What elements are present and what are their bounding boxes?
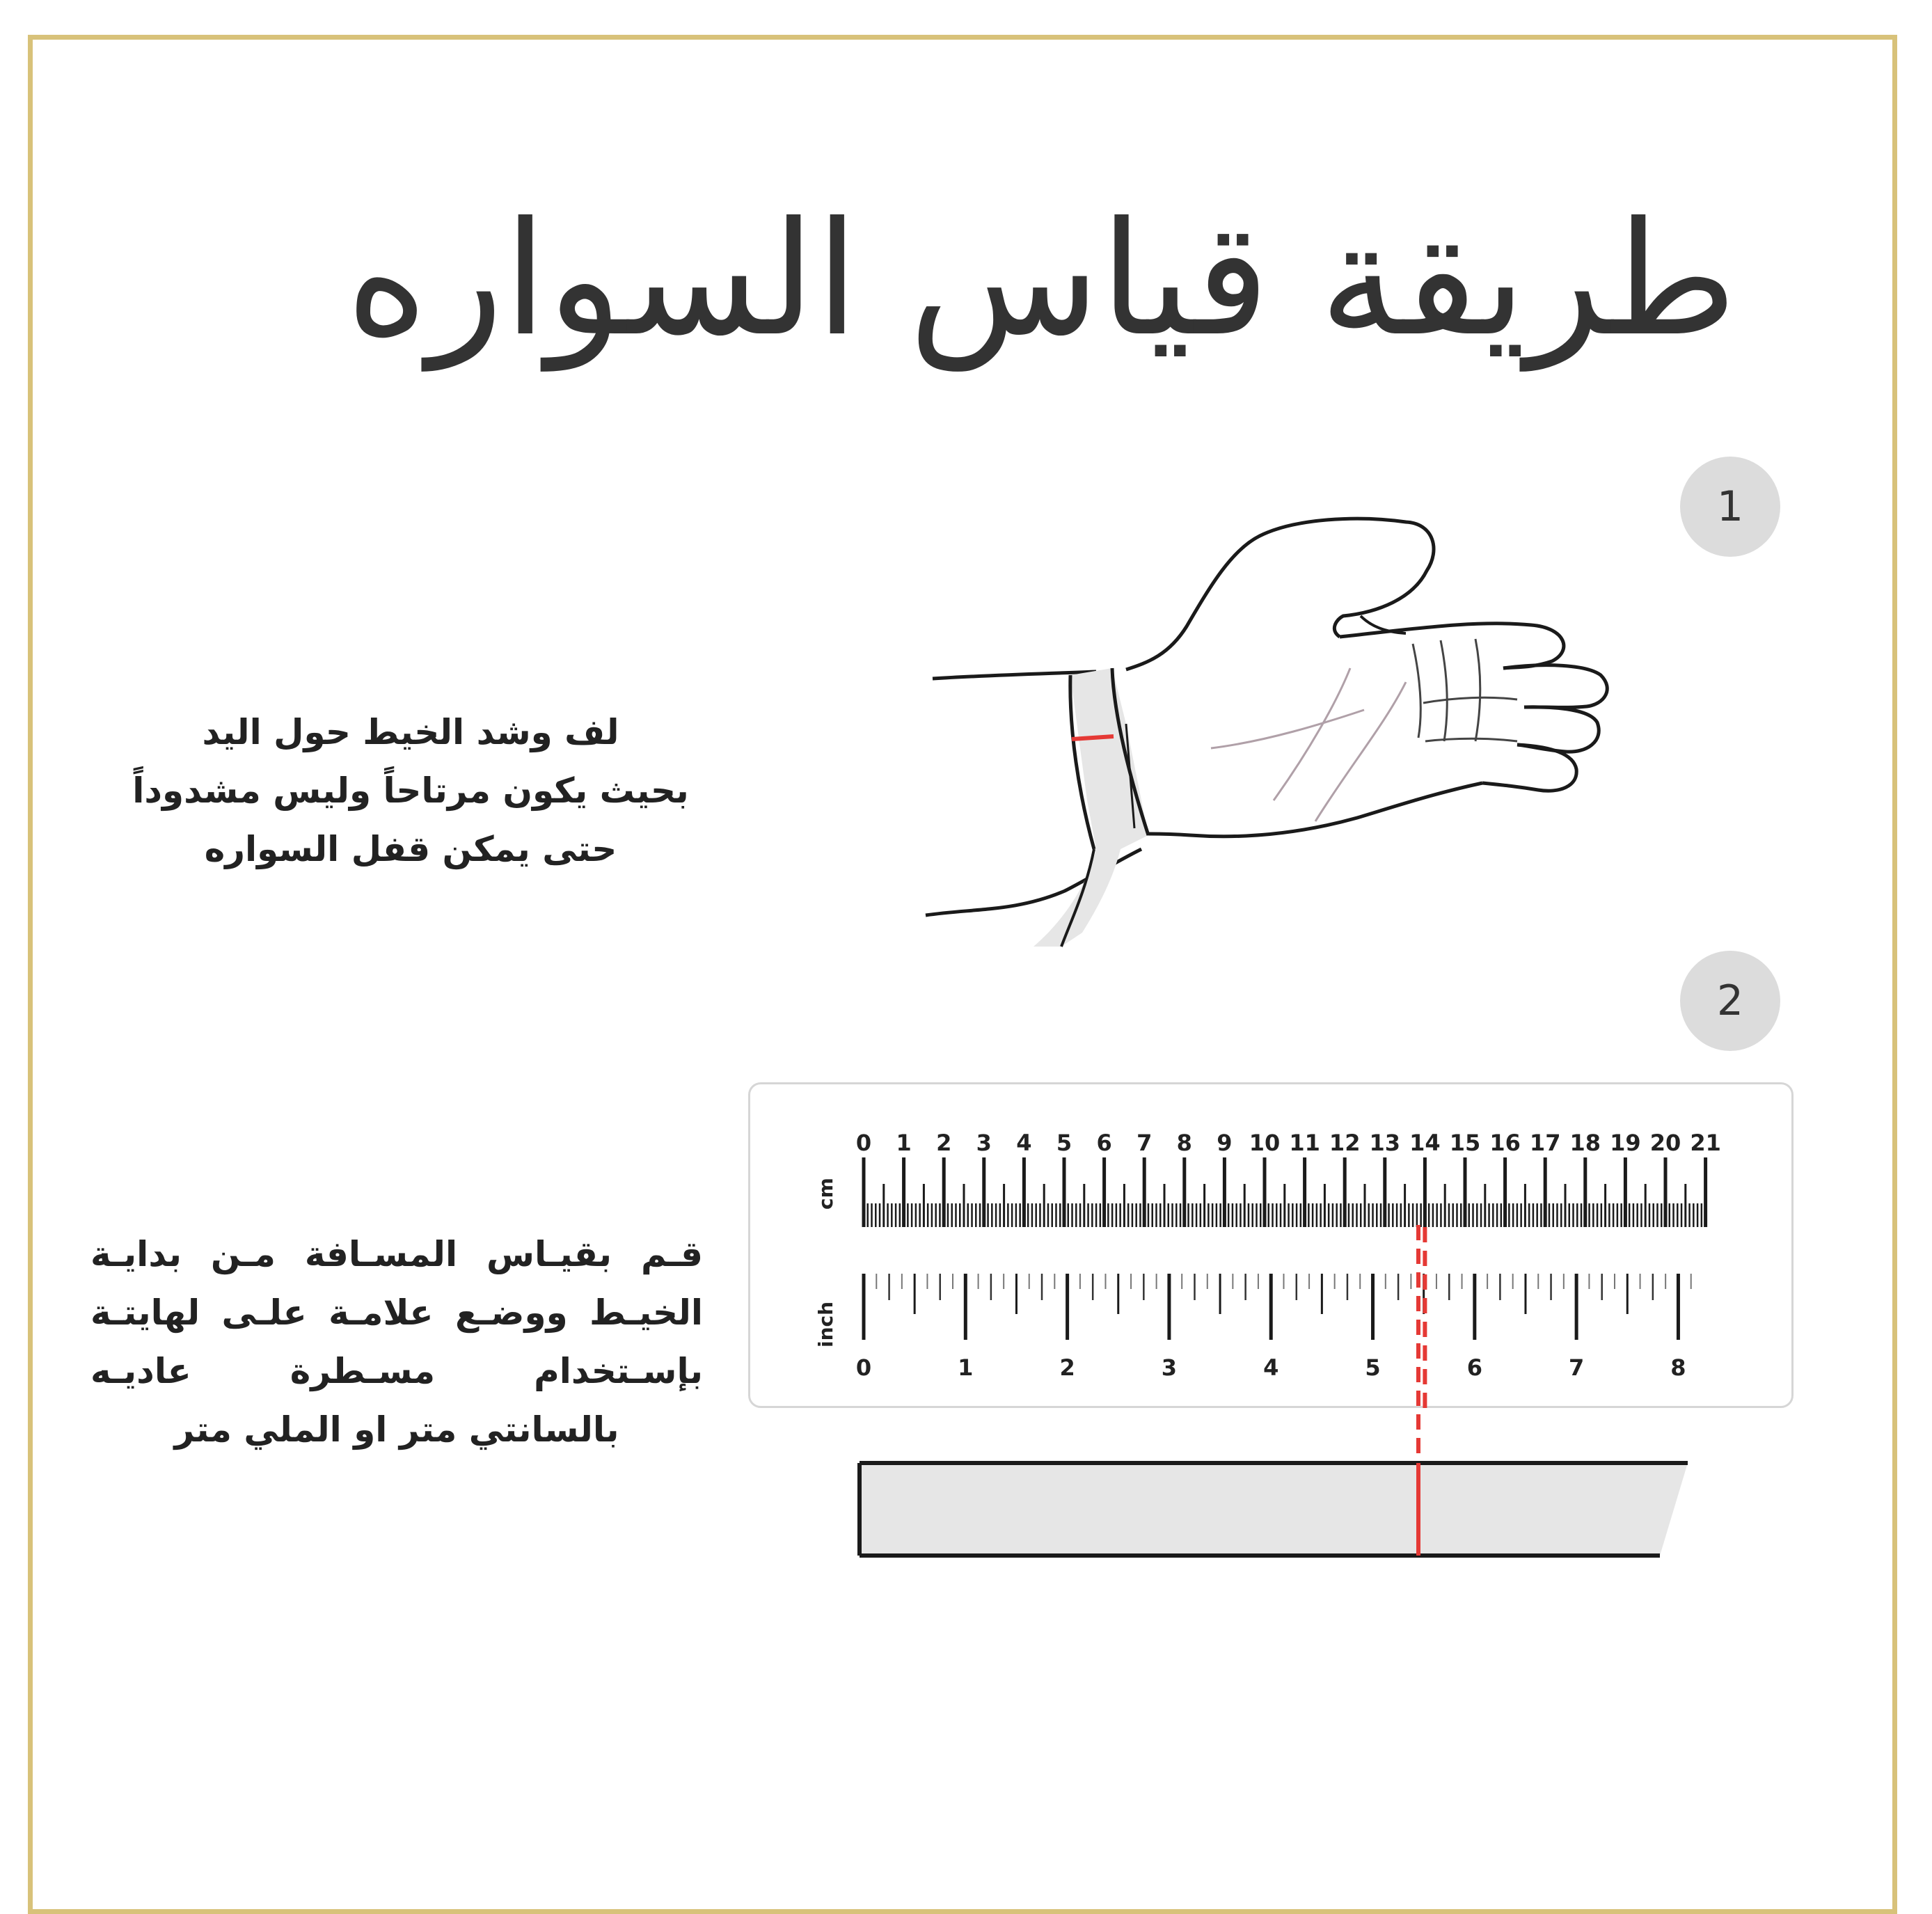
inch-tick-label: 2 [1059,1354,1075,1381]
cm-unit-label: cm [814,1178,837,1210]
inch-tick-label: 3 [1161,1354,1178,1381]
step-1-line: حتى يمكن قفل السواره [204,829,617,869]
cm-tick-label: 2 [936,1130,952,1156]
inch-tick-label: 7 [1568,1354,1585,1381]
hand-with-thread-icon [905,501,1684,988]
inch-tick-label: 5 [1365,1354,1381,1381]
cm-tick-label: 7 [1137,1130,1153,1156]
step-1-line: بحيث يكون مرتاحاً وليس مشدوداً [132,770,689,811]
cm-tick-label: 19 [1610,1130,1641,1156]
inch-tick-label: 6 [1466,1354,1482,1381]
step-1-instructions [97,703,724,878]
inch-tick-label: 0 [855,1354,872,1381]
cm-tick-label: 14 [1409,1130,1441,1156]
cm-tick-label: 6 [1096,1130,1112,1156]
cm-tick-label: 5 [1056,1130,1072,1156]
cm-tick-label: 1 [896,1130,912,1156]
inch-tick-label: 1 [958,1354,974,1381]
step-2-line: الخيـط ووضـع علامـة علـى لهايتـة [90,1292,703,1333]
step-2-instructions [90,1225,703,1459]
cm-tick-label: 21 [1690,1130,1721,1156]
step-1-badge: 1 [1680,457,1780,557]
cm-tick-label: 0 [855,1130,872,1156]
step-2-line: بالسانتي متر او الملي متر [174,1409,619,1450]
cm-tick-label: 10 [1249,1130,1281,1156]
step-2-badge: 2 [1680,951,1780,1051]
cm-tick-label: 4 [1016,1130,1032,1156]
cm-tick-label: 15 [1449,1130,1481,1156]
inch-tick-label: 8 [1670,1354,1686,1381]
page-title: طريقة قياس السواره [345,189,1737,371]
cm-tick-label: 16 [1489,1130,1521,1156]
cm-tick-label: 17 [1529,1130,1561,1156]
cm-tick-label: 8 [1176,1130,1192,1156]
step-2-line: بإسـتخدام مسـطرة عاديـه [90,1351,703,1391]
cm-tick-label: 9 [1217,1130,1233,1156]
cm-tick-label: 3 [976,1130,992,1156]
cm-tick-label: 18 [1569,1130,1601,1156]
step-2-line: قـم بقيـاس المسـافة مـن بدايـة [90,1234,703,1274]
thread-strip-icon [849,1211,1712,1573]
cm-tick-label: 11 [1289,1130,1320,1156]
cm-tick-label: 13 [1369,1130,1401,1156]
inch-tick-label: 4 [1263,1354,1279,1381]
inch-unit-label: inch [814,1301,837,1348]
cm-tick-label: 20 [1649,1130,1681,1156]
cm-tick-label: 12 [1329,1130,1361,1156]
step-1-line: لف وشد الخيط حول اليد [202,712,619,752]
